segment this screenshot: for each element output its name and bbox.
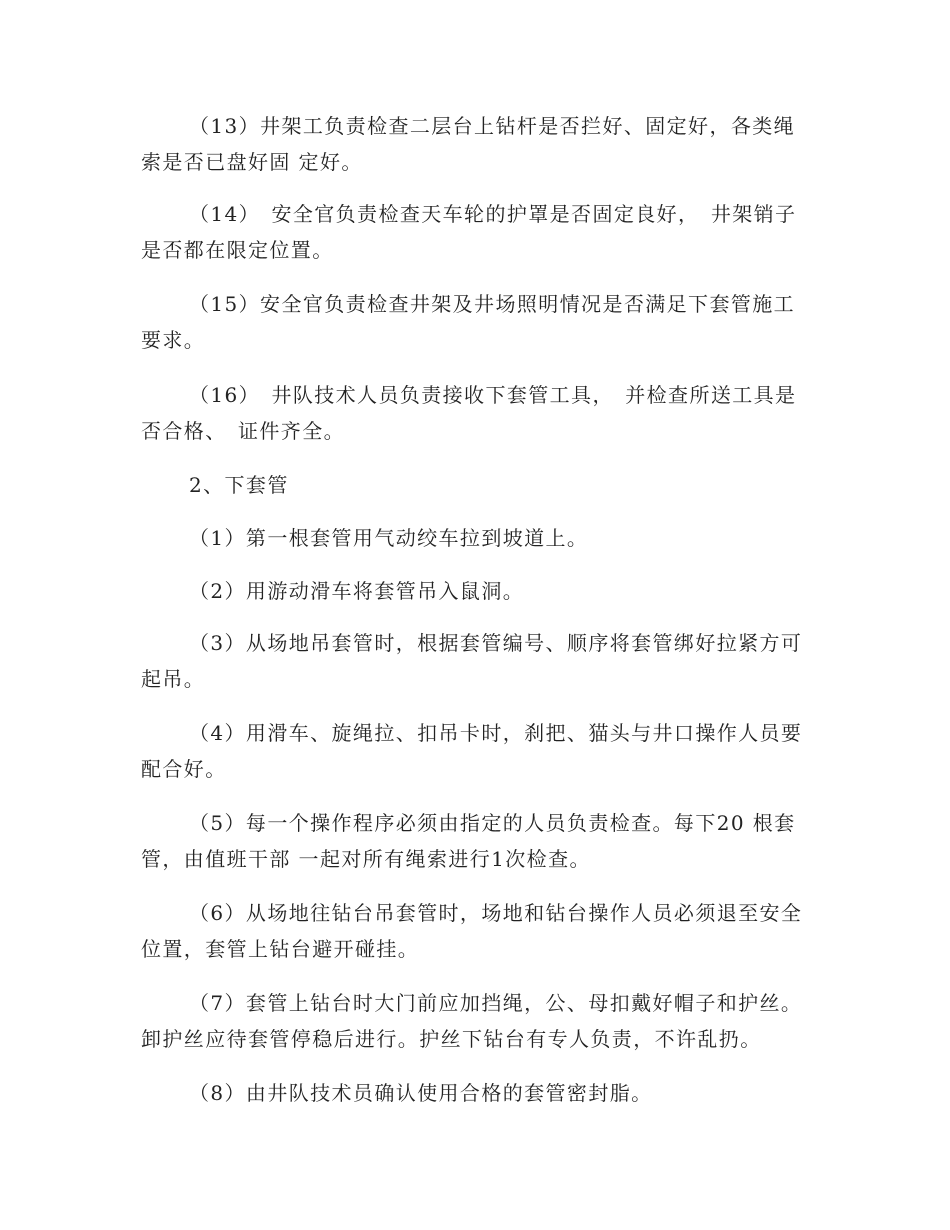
paragraph-step-3: （3）从场地吊套管时，根据套管编号、顺序将套管绑好拉紧方可起吊。: [141, 631, 803, 691]
paragraph-step-4: （4）用滑车、旋绳拉、扣吊卡时，刹把、猫头与井口操作人员要配合好。: [141, 721, 803, 781]
section-heading-2: 2、下套管: [189, 473, 289, 497]
paragraph-15: （15）安全官负责检查井架及井场照明情况是否满足下套管施工要求。: [141, 292, 796, 352]
paragraph-step-1: （1）第一根套管用气动绞车拉到坡道上。: [189, 526, 589, 550]
paragraph-step-8: （8）由井队技术员确认使用合格的套管密封脂。: [189, 1081, 653, 1105]
paragraph-step-5: （5）每一个操作程序必须由指定的人员负责检查。每下20 根套管，由值班干部 一起对所有绳索进行1次检查。: [141, 811, 796, 871]
paragraph-step-7: （7）套管上钻台时大门前应加挡绳，公、母扣戴好帽子和护丝。卸护丝应待套管停稳后进行。护丝下钻台有专人负责，不许乱扔。: [141, 991, 803, 1051]
paragraph-16: （16） 井队技术人员负责接收下套管工具， 并检查所送工具是否合格、 证件齐全。: [141, 383, 797, 443]
paragraph-step-2: （2）用游动滑车将套管吊入鼠洞。: [189, 579, 525, 603]
paragraph-14: （14） 安全官负责检查天车轮的护罩是否固定良好， 井架销子是否都在限定位置。: [141, 202, 797, 262]
paragraph-step-6: （6）从场地往钻台吊套管时，场地和钻台操作人员必须退至安全位置，套管上钻台避开碰挂。: [141, 901, 803, 961]
paragraph-13: （13）井架工负责检查二层台上钻杆是否拦好、固定好，各类绳索是否已盘好固 定好。: [141, 114, 796, 174]
